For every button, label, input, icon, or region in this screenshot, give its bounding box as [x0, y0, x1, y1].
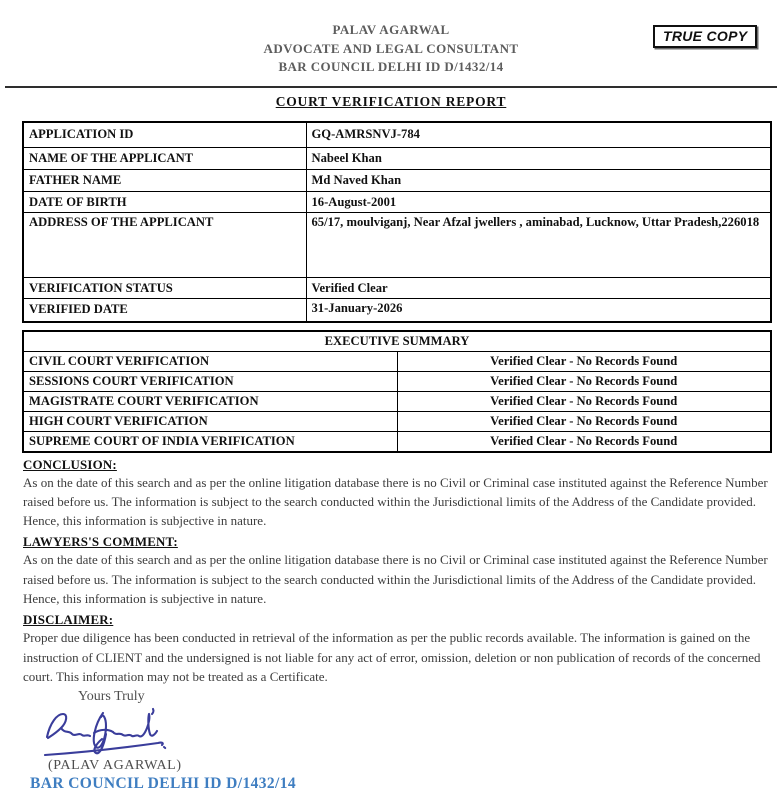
table-row	[23, 372, 771, 392]
row-value: 31-January-2026	[306, 299, 771, 322]
row-label: NAME OF THE APPLICANT	[23, 148, 306, 170]
table-row	[23, 122, 771, 148]
table-header-row	[23, 331, 771, 352]
row-label: FATHER NAME	[23, 170, 306, 192]
row-value: Md Naved Khan	[306, 170, 771, 192]
row-value: 65/17, moulviganj, Near Afzal jwellers , aminabad, Lucknow, Uttar Pradesh,226018	[306, 213, 771, 278]
report-title: COURT VERIFICATION REPORT	[275, 93, 507, 109]
applicant-table	[22, 121, 772, 323]
row-value: Verified Clear - No Records Found	[397, 412, 771, 432]
bar-council-id-line: BAR COUNCIL DELHI ID D/1432/14	[30, 775, 297, 793]
header-rule	[5, 86, 777, 88]
signatory-name: (PALAV AGARWAL)	[48, 758, 182, 774]
section-disclaimer	[23, 612, 768, 686]
table-row	[23, 432, 771, 452]
row-label: VERIFICATION STATUS	[23, 278, 306, 299]
row-label: VERIFIED DATE	[23, 299, 306, 322]
section-body: As on the date of this search and as per the online litigation database there is no Civil or Criminal case instituted against the Reference Number raised before us. The information is subject to the search conducted within the Jurisdictional limits of the Address of the Candidate provided. Hence, this information is subjective in nature.	[23, 552, 768, 606]
row-value: GQ-AMRSNVJ-784	[306, 122, 771, 148]
table-row	[23, 392, 771, 412]
section-lawyers-comment	[23, 534, 768, 608]
table-row	[23, 278, 771, 299]
row-label: ADDRESS OF THE APPLICANT	[23, 213, 306, 278]
table-row	[23, 299, 771, 322]
section-conclusion	[23, 457, 768, 531]
closing-text: Yours Truly	[78, 689, 145, 705]
row-label: MAGISTRATE COURT VERIFICATION	[23, 392, 397, 412]
letterhead-bar-id: BAR COUNCIL DELHI ID D/1432/14	[278, 59, 504, 74]
row-label: SESSIONS COURT VERIFICATION	[23, 372, 397, 392]
row-label: HIGH COURT VERIFICATION	[23, 412, 397, 432]
row-label: CIVIL COURT VERIFICATION	[23, 352, 397, 372]
signature-ink	[40, 706, 190, 758]
row-value: Verified Clear - No Records Found	[397, 372, 771, 392]
letterhead-name: PALAV AGARWAL	[332, 22, 450, 37]
table-row	[23, 148, 771, 170]
table-row	[23, 213, 771, 278]
table-row	[23, 192, 771, 213]
row-label: DATE OF BIRTH	[23, 192, 306, 213]
table-row	[23, 352, 771, 372]
section-body: As on the date of this search and as per the online litigation database there is no Civil or Criminal case instituted against the Reference Number raised before us. The information is subject to the search conducted within the Jurisdictional limits of the Address of the Candidate provided. Hence, this information is subjective in nature.	[23, 474, 768, 529]
section-heading: DISCLAIMER:	[23, 613, 114, 628]
row-value: Nabeel Khan	[306, 148, 771, 170]
executive-summary-table	[22, 330, 772, 453]
section-heading: CONCLUSION:	[23, 457, 117, 472]
table-row	[23, 170, 771, 192]
section-heading: LAWYERS'S COMMENT:	[23, 535, 178, 550]
row-value: Verified Clear - No Records Found	[397, 352, 771, 372]
row-label: APPLICATION ID	[23, 122, 306, 148]
table-row	[23, 412, 771, 432]
section-body: Proper due diligence has been conducted in retrieval of the information as per the public records available. The information is gained on the instruction of CLIENT and the undersigned is not liable for any act of error, omission, deletion or non publication of records of the concerned court. This information may not be treated as a Certificate.	[23, 630, 761, 684]
row-label: SUPREME COURT OF INDIA VERIFICATION	[23, 432, 397, 452]
letterhead-subtitle: ADVOCATE AND LEGAL CONSULTANT	[263, 40, 519, 56]
row-value: Verified Clear - No Records Found	[397, 432, 771, 452]
row-value: Verified Clear - No Records Found	[397, 392, 771, 412]
row-value: Verified Clear	[306, 278, 771, 299]
row-value: 16-August-2001	[306, 192, 771, 213]
true-copy-stamp: TRUE COPY	[653, 25, 757, 48]
executive-summary-title: EXECUTIVE SUMMARY	[23, 331, 771, 352]
